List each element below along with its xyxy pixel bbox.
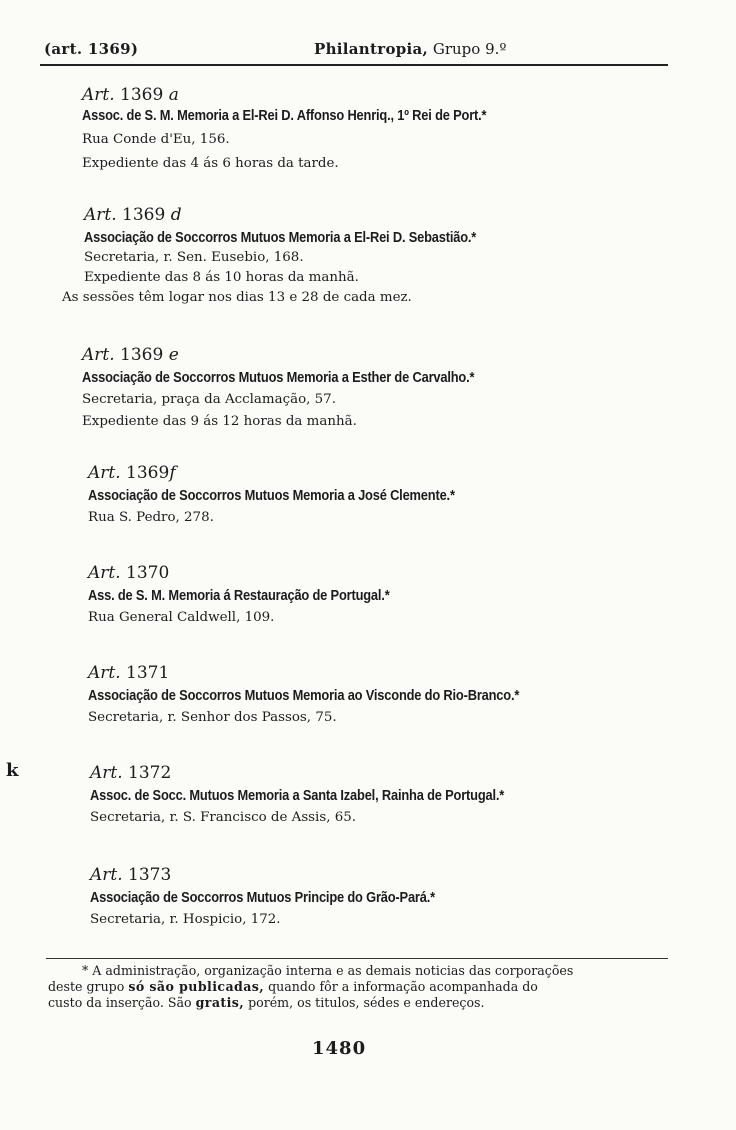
footnote [48, 963, 670, 1011]
footnote-line-3: custo da inserção. São gratis, porém, os titulos, sédes e endereços. [48, 995, 485, 1010]
address-line: Secretaria, praça da Acclamação, 57. [82, 392, 336, 407]
association-name: Assoc. de Socc. Mutuos Memoria a Santa Izabel, Rainha de Portugal.* [90, 788, 505, 804]
margin-mark: k [6, 760, 19, 781]
header-title [314, 40, 506, 58]
footnote-line-2: deste grupo só são publicadas, quando fôr a informação acompanhada do [48, 979, 538, 994]
entry-1370 [88, 562, 688, 628]
association-name: Assoc. de S. M. Memoria a El-Rei D. Affonso Henriq., 1º Rei de Port.* [82, 108, 487, 124]
article-heading: Art. 1370 [88, 563, 170, 583]
article-heading: Art. 1369 d [84, 205, 182, 225]
association-name: Associação de Soccorros Mutuos Memoria a Esther de Carvalho.* [82, 370, 475, 386]
entry-1369d [84, 204, 684, 288]
running-header [44, 40, 668, 64]
header-section-title: Philantropia, [314, 40, 429, 58]
footnote-line-1: * A administração, organização interna e as demais noticias das corporações [82, 963, 574, 978]
article-heading: Art. 1369 a [82, 85, 179, 105]
entry-1372 [90, 762, 690, 828]
article-heading: Art. 1369 e [82, 345, 179, 365]
address-line: Secretaria, r. Senhor dos Passos, 75. [88, 710, 337, 725]
association-name: Associação de Soccorros Mutuos Memoria ao Visconde do Rio-Branco.* [88, 688, 520, 704]
article-heading: Art. 1371 [88, 663, 170, 683]
article-heading: Art. 1373 [90, 865, 172, 885]
entry-1369a [82, 84, 682, 174]
address-line: Secretaria, r. Sen. Eusebio, 168. [84, 250, 304, 265]
article-heading: Art. 1372 [90, 763, 172, 783]
association-name: Associação de Soccorros Mutuos Memoria a El-Rei D. Sebastião.* [84, 230, 477, 246]
article-heading: Art. 1369f [88, 463, 176, 483]
header-article-ref: (art. 1369) [44, 40, 139, 58]
hours-line: Expediente das 4 ás 6 horas da tarde. [82, 156, 339, 171]
sessions-note: As sessões têm logar nos dias 13 e 28 de cada mez. [62, 290, 412, 305]
hours-line: Expediente das 8 ás 10 horas da manhã. [84, 270, 359, 285]
entry-1373 [90, 864, 690, 930]
address-line: Rua Conde d'Eu, 156. [82, 132, 230, 147]
address-line: Secretaria, r. Hospicio, 172. [90, 912, 281, 927]
header-rule [40, 64, 668, 66]
address-line: Rua General Caldwell, 109. [88, 610, 275, 625]
hours-line: Expediente das 9 ás 12 horas da manhã. [82, 414, 357, 429]
association-name: Ass. de S. M. Memoria á Restauração de Portugal.* [88, 588, 390, 604]
association-name: Associação de Soccorros Mutuos Memoria a José Clemente.* [88, 488, 455, 504]
association-name: Associação de Soccorros Mutuos Principe do Grão-Pará.* [90, 890, 435, 906]
page-number: 1480 [312, 1038, 367, 1059]
address-line: Rua S. Pedro, 278. [88, 510, 214, 525]
footnote-rule [46, 958, 668, 959]
entry-1369e [82, 344, 682, 432]
header-group: Grupo 9.º [432, 40, 507, 58]
entry-1369f [88, 462, 688, 528]
address-line: Secretaria, r. S. Francisco de Assis, 65. [90, 810, 357, 825]
entry-1371 [88, 662, 688, 728]
